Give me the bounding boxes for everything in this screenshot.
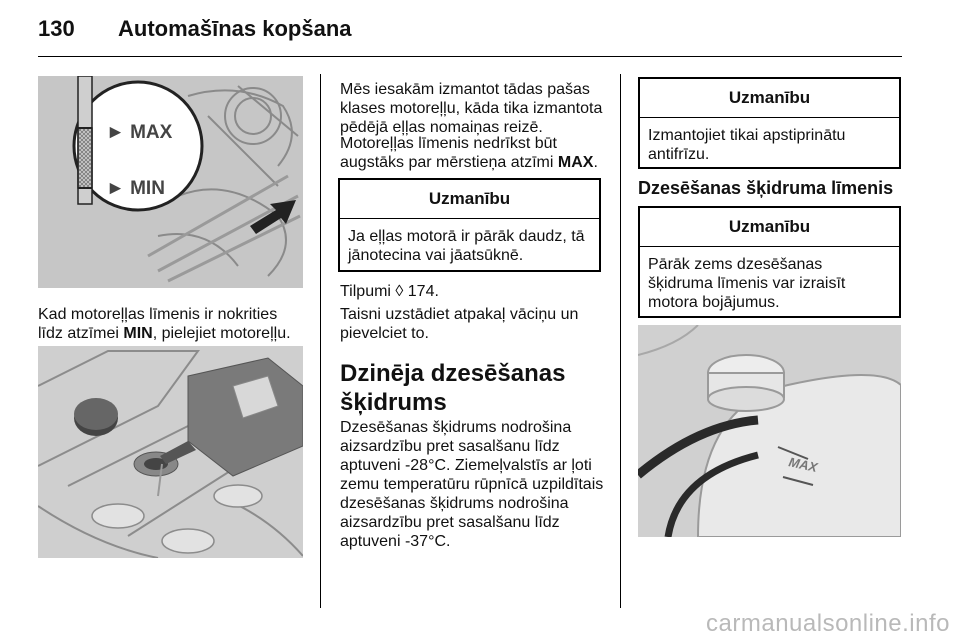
section-heading-coolant: Dzinēja dzesēšanas šķidrums (340, 360, 566, 416)
page-title: Automašīnas kopšana (118, 16, 352, 41)
header-rule (38, 56, 902, 57)
notice-box-coolant-level (638, 206, 901, 318)
notice-body: Izmantojiet tikai apstiprinātu antifrīzu. (648, 127, 846, 163)
oil-max-paragraph: Motoreļļas līmenis nedrīkst būt augstāks par mērstieņa atzīmi MAX. (340, 135, 598, 171)
notice-title: Uzmanību (640, 208, 899, 247)
notice-box-oil (338, 178, 601, 272)
dipstick-min-label: ► MIN (106, 178, 165, 199)
coolant-paragraph: Dzesēšanas šķidrums nodrošina aizsardzību pret sasalšanu līdz aptuveni -28°C. Ziemeļvalstīs ar ļoti zemu temperatūru rūpnīcā uzpildītais dzesēšanas šķidrums nodrošina aizsardzību pret sasalšanu līdz aptuveni -37°C. (340, 419, 604, 550)
oil-grade-paragraph: Mēs iesakām izmantot tādas pašas klases motoreļļu, kāda tika izmantota pēdējā eļļas nomaiņas reizē. (340, 81, 603, 136)
column-divider-2 (620, 74, 621, 608)
reservoir-max-label: MAX (787, 454, 819, 475)
oil-refill-caption: Kad motoreļļas līmenis ir nokrities līdz atzīmei MIN, pielejiet motoreļļu. (38, 306, 291, 342)
dipstick-max-label: ► MAX (106, 122, 173, 143)
notice-body: Pārāk zems dzesēšanas šķidruma līmenis var izraisīt motora bojājumus. (648, 256, 846, 311)
watermark: carmanualsonline.info (706, 610, 950, 637)
notice-box-antifreeze (638, 77, 901, 169)
cap-paragraph: Taisni uzstādiet atpakaļ vāciņu un pievelciet to. (340, 306, 579, 342)
coolant-reservoir-illustration (638, 325, 901, 537)
notice-title: Uzmanību (340, 180, 599, 219)
page-number: 130 (38, 16, 75, 41)
notice-title: Uzmanību (640, 79, 899, 118)
coolant-level-heading: Dzesēšanas šķidruma līmenis (638, 178, 894, 198)
column-divider-1 (320, 74, 321, 608)
dipstick-illustration (38, 76, 303, 288)
notice-body: Ja eļļas motorā ir pārāk daudz, tā jānotecina vai jāatsūknē. (348, 228, 585, 264)
oil-filling-illustration (38, 346, 303, 558)
capacity-reference: Tilpumi ◊ 174. (340, 283, 439, 300)
